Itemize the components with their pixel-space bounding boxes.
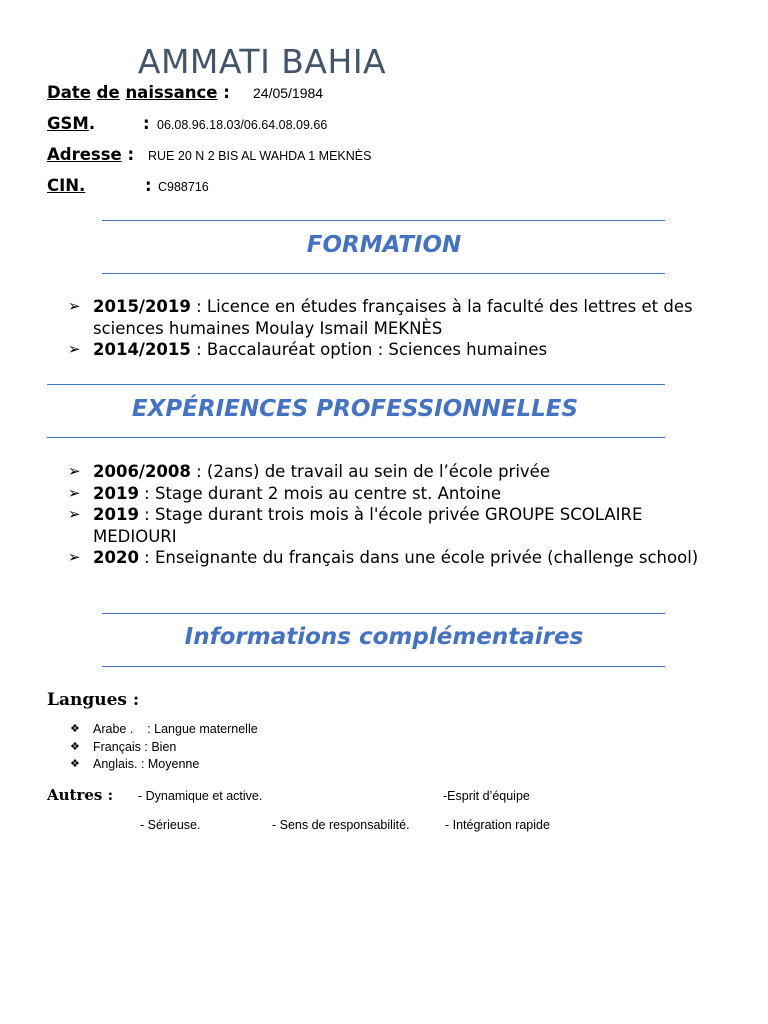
- arrowhead-bullet-icon: ➢: [68, 297, 81, 315]
- gsm-label: GSM.: [47, 114, 96, 133]
- languages-label: Langues :: [47, 690, 140, 710]
- formation-list: [68, 296, 728, 361]
- arrowhead-bullet-icon: ➢: [68, 462, 81, 480]
- gsm-value: 06.08.96.18.03/06.64.08.09.66: [157, 118, 328, 132]
- diamond-bullet-icon: ❖: [70, 758, 80, 770]
- list-item: ❖ Français : Bien: [70, 739, 258, 757]
- others-label: Autres :: [47, 786, 114, 804]
- address-value: RUE 20 N 2 BIS AL WAHDA 1 MEKNÈS: [148, 149, 372, 163]
- address-label: Adresse :: [47, 145, 135, 164]
- cin-label: CIN.: [47, 176, 86, 195]
- quality-item: - Sens de responsabilité.: [272, 818, 410, 832]
- list-item: ➢ 2019 : Stage durant trois mois à l'école privée GROUPE SCOLAIRE MEDIOURI: [68, 505, 643, 546]
- quality-item: - Sérieuse.: [140, 818, 201, 832]
- list-item: ➢ 2015/2019 : Licence en études françaises à la faculté des lettres et des sciences humaines Moulay Ismail MEKNÈS: [68, 297, 693, 338]
- experiences-list: [68, 461, 728, 569]
- list-item: ➢ 2019 : Stage durant 2 mois au centre st. Antoine: [68, 483, 502, 503]
- section-rule: [47, 437, 665, 438]
- quality-item: - Intégration rapide: [445, 818, 550, 832]
- experiences-title: EXPÉRIENCES PROFESSIONNELLES: [131, 396, 579, 422]
- gsm-colon: :: [143, 114, 150, 133]
- diamond-bullet-icon: ❖: [70, 740, 80, 753]
- arrowhead-bullet-icon: ➢: [68, 505, 81, 523]
- cin-value: C988716: [158, 180, 209, 194]
- birthdate-label: Date de naissance :: [47, 83, 230, 102]
- candidate-name: AMMATI BAHIA: [137, 42, 387, 81]
- list-item: ➢ 2020 : Enseignante du français dans une école privée (challenge school): [68, 548, 699, 567]
- diamond-bullet-icon: ❖: [70, 723, 80, 735]
- cin-colon: :: [145, 176, 152, 195]
- arrowhead-bullet-icon: ➢: [68, 548, 81, 566]
- section-rule: [102, 273, 665, 274]
- list-item: ❖ Arabe . : Langue maternelle: [70, 721, 258, 739]
- list-item: ❖ Anglais. : Moyenne: [70, 756, 258, 774]
- list-item: ➢ 2014/2015 : Baccalauréat option : Sciences humaines: [68, 340, 548, 359]
- birthdate-value: 24/05/1984: [253, 85, 324, 101]
- section-rule: [102, 613, 665, 614]
- section-rule: [47, 384, 665, 385]
- formation-title: FORMATION: [306, 232, 462, 258]
- list-item: ➢ 2006/2008 : (2ans) de travail au sein de l’école privée: [68, 462, 550, 481]
- complementary-title: Informations complémentaires: [184, 624, 584, 650]
- arrowhead-bullet-icon: ➢: [68, 483, 81, 502]
- quality-item: -Esprit d’équipe: [443, 789, 530, 803]
- quality-item: - Dynamique et active.: [138, 789, 263, 803]
- languages-list: [70, 721, 258, 774]
- section-rule: [102, 666, 665, 667]
- section-rule: [102, 220, 665, 221]
- arrowhead-bullet-icon: ➢: [68, 340, 81, 358]
